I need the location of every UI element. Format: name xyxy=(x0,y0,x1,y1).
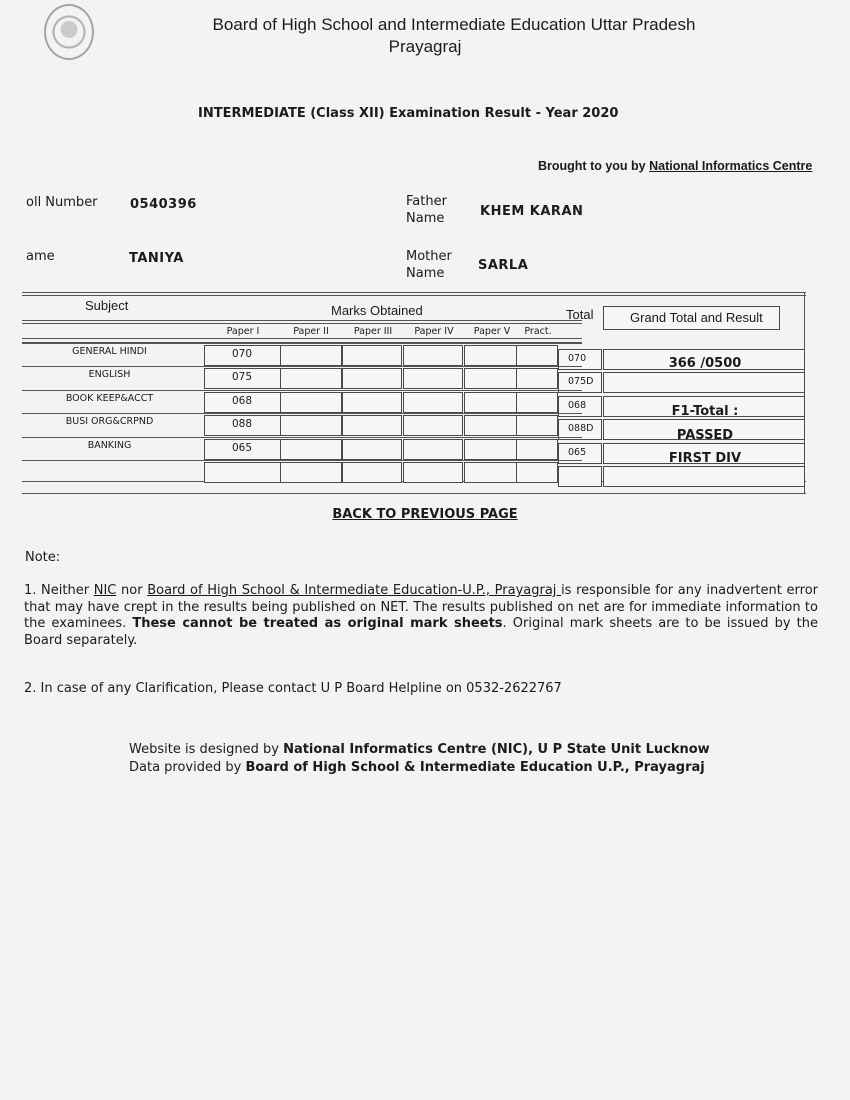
paper-1-mark: 070 xyxy=(232,348,253,360)
paper-1-mark: 068 xyxy=(232,395,253,407)
name-value: TANIYA xyxy=(129,251,184,266)
f1-total-label: F1-Total : xyxy=(671,404,739,419)
mark-cell xyxy=(280,392,342,413)
subject-total: 068 xyxy=(568,400,587,411)
mark-cell xyxy=(280,415,342,436)
subject-header: Subject xyxy=(85,298,129,313)
note-1-bold: These cannot be treated as original mark sheets xyxy=(132,616,503,631)
total-cell xyxy=(558,466,602,487)
mark-cell xyxy=(403,368,463,389)
mark-cell xyxy=(516,462,558,483)
mark-cell xyxy=(464,462,518,483)
mark-cell xyxy=(464,392,518,413)
grand-total-value: 366 /0500 xyxy=(668,356,742,371)
paper-3-header: Paper III xyxy=(353,326,393,337)
grand-cell xyxy=(603,372,805,393)
mark-cell xyxy=(342,415,402,436)
mark-cell xyxy=(403,415,463,436)
subject-total: 088D xyxy=(568,423,594,434)
mark-cell xyxy=(516,439,558,460)
practical-header: Pract. xyxy=(524,326,552,337)
marks-table xyxy=(22,292,806,494)
mark-cell xyxy=(342,439,402,460)
mark-cell xyxy=(403,439,463,460)
board-ref: Board of High School & Intermediate Education-U.P., Prayagraj xyxy=(147,583,562,598)
nic-link[interactable]: National Informatics Centre xyxy=(649,159,813,173)
total-header: Total xyxy=(566,307,594,322)
mark-cell xyxy=(342,345,402,366)
brought-by xyxy=(538,159,812,173)
mark-cell xyxy=(403,462,463,483)
mother-name-label: Mother Name xyxy=(406,249,452,281)
roll-number-value: 0540396 xyxy=(130,197,197,212)
note-1: 1. Neither NIC nor Board of High School & Intermediate Education-U.P., Prayagraj is responsible for any inadvertent error that may have crept in the results being published on NET. The results published on net are for immediate information to the examinees. These cannot be treated as original mark sheets. Original mark sheets are to be issued by the Board separately. xyxy=(24,583,818,648)
nic-ref: NIC xyxy=(93,583,117,598)
mark-cell xyxy=(464,368,518,389)
mark-cell xyxy=(464,439,518,460)
paper-1-mark: 065 xyxy=(232,442,253,454)
footer: Website is designed by National Informatics Centre (NIC), U P State Unit Lucknow Data provided by Board of High School & Intermediate Education U.P., Prayagraj xyxy=(129,742,710,775)
father-name-value: KHEM KARAN xyxy=(480,204,584,219)
mark-cell xyxy=(280,345,342,366)
result-status: PASSED xyxy=(676,428,734,443)
division-value: FIRST DIV xyxy=(668,451,742,466)
mark-cell xyxy=(464,345,518,366)
exam-title: INTERMEDIATE (Class XII) Examination Result - Year 2020 xyxy=(198,106,619,121)
subject-name: BOOK KEEP&ACCT xyxy=(65,393,154,404)
mark-cell xyxy=(280,462,342,483)
mark-cell xyxy=(342,368,402,389)
grand-cell xyxy=(603,466,805,487)
paper-1-mark: 088 xyxy=(232,418,253,430)
brought-prefix: Brought to you by xyxy=(538,159,646,173)
footer-data-provider: Board of High School & Intermediate Education U.P., Prayagraj xyxy=(245,760,705,775)
mother-name-value: SARLA xyxy=(478,258,529,273)
footer-designer: National Informatics Centre (NIC), U P State Unit Lucknow xyxy=(283,742,710,757)
marks-obtained-header: Marks Obtained xyxy=(331,303,423,318)
board-city: Prayagraj xyxy=(388,37,462,56)
roll-number-label: oll Number xyxy=(26,195,98,210)
mark-cell xyxy=(516,345,558,366)
mark-cell xyxy=(342,462,402,483)
mark-cell xyxy=(403,345,463,366)
back-to-previous-page-link[interactable]: BACK TO PREVIOUS PAGE xyxy=(332,507,518,522)
mark-cell xyxy=(516,415,558,436)
mark-cell xyxy=(204,462,282,483)
paper-4-header: Paper IV xyxy=(414,326,454,337)
paper-5-header: Paper V xyxy=(473,326,511,337)
paper-2-header: Paper II xyxy=(293,326,329,337)
subject-name: BANKING xyxy=(87,440,132,451)
note-2: 2. In case of any Clarification, Please contact U P Board Helpline on 0532-2622767 xyxy=(24,681,562,696)
board-title: Board of High School and Intermediate Education Uttar Pradesh xyxy=(212,15,696,34)
name-label: ame xyxy=(26,249,55,264)
mark-cell xyxy=(280,368,342,389)
paper-1-header: Paper I xyxy=(226,326,260,337)
mark-cell xyxy=(516,368,558,389)
note-title: Note: xyxy=(25,550,61,565)
subject-name: ENGLISH xyxy=(88,369,131,380)
mark-cell xyxy=(342,392,402,413)
subject-total: 065 xyxy=(568,447,587,458)
mark-cell xyxy=(403,392,463,413)
father-name-label: Father Name xyxy=(406,194,447,226)
paper-1-mark: 075 xyxy=(232,371,253,383)
subject-name: BUSI ORG&CRPND xyxy=(65,416,154,427)
mark-cell xyxy=(516,392,558,413)
subject-total: 070 xyxy=(568,353,587,364)
subject-name: GENERAL HINDI xyxy=(72,346,147,357)
mark-cell xyxy=(280,439,342,460)
grand-total-header: Grand Total and Result xyxy=(630,310,763,325)
mark-cell xyxy=(464,415,518,436)
subject-total: 075D xyxy=(568,376,594,387)
